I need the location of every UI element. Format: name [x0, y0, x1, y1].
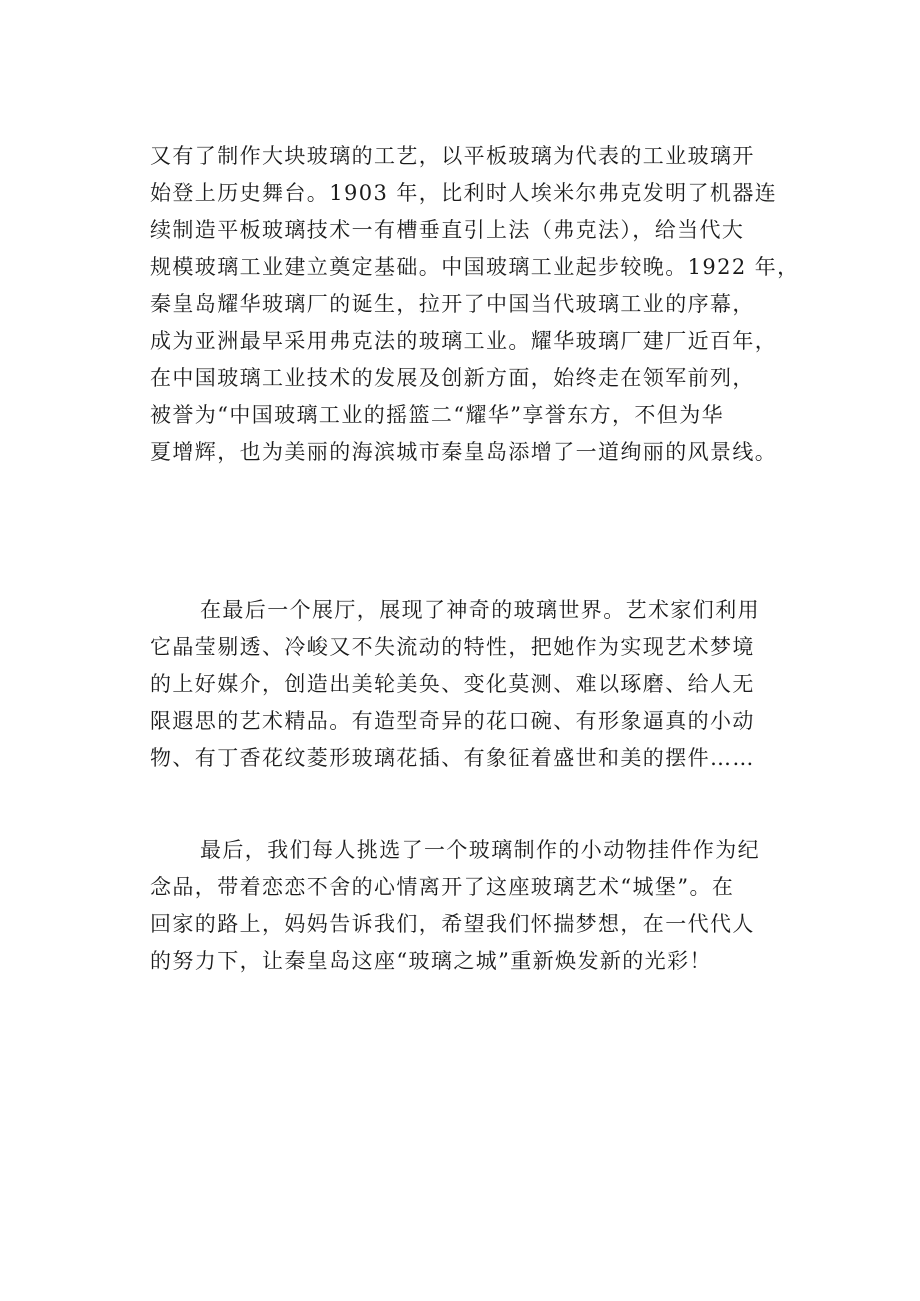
paragraph-line: 回家的路上，妈妈告诉我们，希望我们怀揣梦想，在一代代人	[150, 912, 755, 936]
paragraph-line: 念品，带着恋恋不舍的心情离开了这座玻璃艺术“城堡”。在	[150, 875, 735, 899]
paragraph-line: 续制造平板玻璃技术一有槽垂直引上法（弗克法），给当代大	[150, 218, 745, 242]
paragraph-line: 最后，我们每人挑选了一个玻璃制作的小动物挂件作为纪	[200, 838, 760, 862]
paragraph-line: 始登上历史舞台。1903 年，比利时人埃米尔弗克发明了机器连	[150, 181, 778, 205]
paragraph-line: 在中国玻璃工业技术的发展及创新方面，始终走在领军前列，	[150, 366, 755, 390]
paragraph-line: 物、有丁香花纹菱形玻璃花插、有象征着盛世和美的摆件……	[150, 746, 755, 770]
paragraph-line: 它晶莹剔透、冷峻又不失流动的特性，把她作为实现艺术梦境	[150, 635, 755, 659]
paragraph-line: 夏增辉，也为美丽的海滨城市秦皇岛添增了一道绚丽的风景线。	[150, 440, 778, 464]
paragraph-line: 又有了制作大块玻璃的工艺，以平板玻璃为代表的工业玻璃开	[150, 144, 755, 168]
paragraph-line: 限遐思的艺术精品。有造型奇异的花口碗、有形象逼真的小动	[150, 709, 755, 733]
paragraph-line: 的努力下，让秦皇岛这座“玻璃之城”重新焕发新的光彩！	[150, 949, 712, 973]
paragraph-final-exhibition-hall	[150, 592, 800, 777]
paragraph-conclusion	[150, 832, 800, 980]
paragraph-line: 在最后一个展厅，展现了神奇的玻璃世界。艺术家们利用	[200, 598, 760, 622]
paragraph-line: 秦皇岛耀华玻璃厂的诞生，拉开了中国当代玻璃工业的序幕，	[150, 292, 755, 316]
paragraph-line: 的上好媒介，创造出美轮美奂、变化莫测、难以琢磨、给人无	[150, 672, 755, 696]
paragraph-line: 成为亚洲最早采用弗克法的玻璃工业。耀华玻璃厂建厂近百年，	[150, 329, 778, 353]
paragraph-line: 规模玻璃工业建立奠定基础。中国玻璃工业起步较晚。1922 年，	[150, 255, 800, 279]
paragraph-line: 被誉为“中国玻璃工业的摇篮二“耀华”享誉东方，不但为华	[150, 403, 725, 427]
paragraph-glass-industry-history	[150, 138, 800, 471]
